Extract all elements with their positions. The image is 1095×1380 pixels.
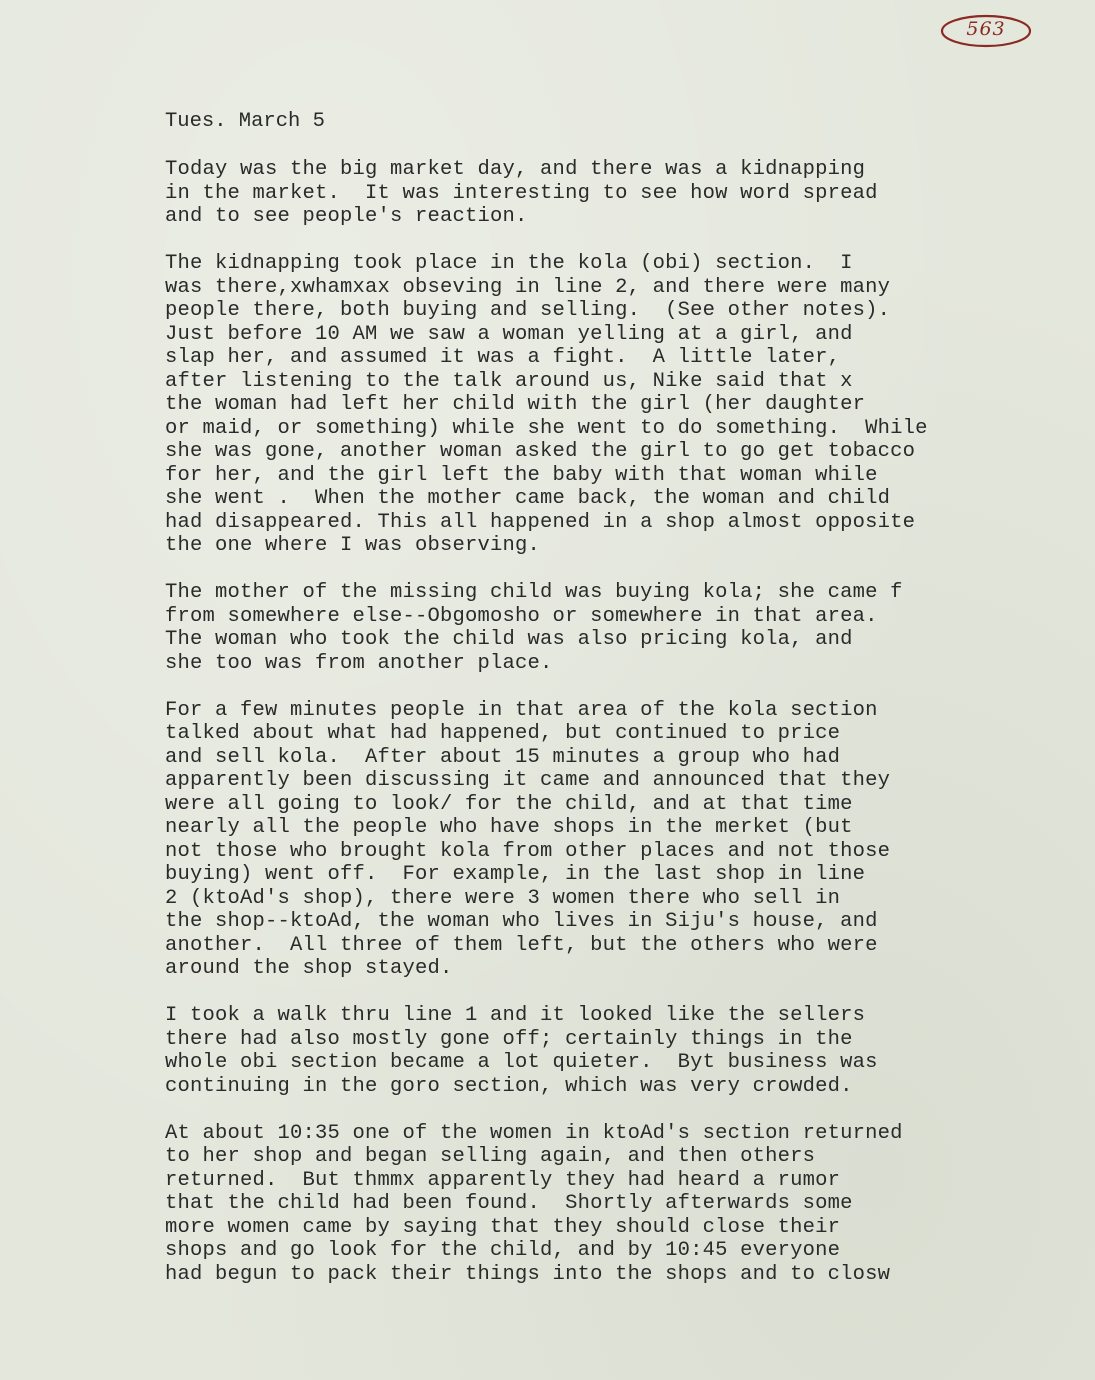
text-line: At about 10:35 one of the women in ktoAd's section returned: [165, 1121, 903, 1145]
paragraph: [165, 1004, 1065, 1098]
text-line: that the child had been found. Shortly afterwards some: [165, 1192, 853, 1215]
text-line: after listening to the talk around us, Nike said that x: [165, 369, 853, 393]
text-line: she went . When the mother came back, the woman and child: [165, 487, 891, 510]
text-line: were all going to look/ for the child, and at that time: [165, 792, 853, 816]
text-line: in the market. It was interesting to see how word spread: [165, 181, 878, 205]
text-line: For a few minutes people in that area of the kola section: [165, 698, 878, 722]
text-line: or maid, or something) while she went to do something. While: [165, 416, 928, 440]
text-line: Just before 10 AM we saw a woman yelling at a girl, and: [165, 322, 853, 346]
text-line: she was gone, another woman asked the girl to go get tobacco: [165, 440, 916, 463]
paragraph: [165, 252, 1065, 558]
text-line: nearly all the people who have shops in the merket (but: [165, 816, 853, 839]
text-line: from somewhere else--Obgomosho or somewhere in that area.: [165, 604, 878, 628]
text-line: The mother of the missing child was buying kola; she came f: [165, 581, 903, 604]
text-line: slap her, and assumed it was a fight. A little later,: [165, 346, 841, 369]
text-line: there had also mostly gone off; certainly things in the: [165, 1027, 853, 1051]
page-number-stamp: [940, 14, 1032, 48]
text-line: the woman had left her child with the girl (her daughter: [165, 393, 866, 416]
text-line: Today was the big market day, and there was a kidnapping: [165, 158, 866, 181]
paragraph: [165, 158, 1065, 229]
text-line: to her shop and began selling again, and then others: [165, 1145, 816, 1168]
text-line: The kidnapping took place in the kola (obi) section. I: [165, 252, 853, 275]
text-line: had begun to pack their things into the shops and to closw: [165, 1262, 891, 1286]
text-line: The woman who took the child was also pricing kola, and: [165, 628, 853, 651]
text-line: the one where I was observing.: [165, 534, 541, 557]
text-line: apparently been discussing it came and announced that they: [165, 769, 891, 792]
text-line: continuing in the goro section, which was very crowded.: [165, 1074, 853, 1098]
text-line: another. All three of them left, but the others who were: [165, 933, 878, 957]
text-line: was there,xwhamxax obseving in line 2, and there were many: [165, 275, 891, 299]
text-line: returned. But thmmx apparently they had heard a rumor: [165, 1168, 841, 1192]
text-line: buying) went off. For example, in the last shop in line: [165, 863, 866, 886]
paragraph: [165, 1122, 1065, 1287]
paragraph: [165, 699, 1065, 981]
text-line: and to see people's reaction.: [165, 205, 528, 228]
paragraph: [165, 581, 1065, 675]
text-line: talked about what had happened, but continued to price: [165, 722, 841, 745]
paragraph-list: [165, 158, 1065, 1286]
text-line: I took a walk thru line 1 and it looked like the sellers: [165, 1004, 866, 1027]
text-line: whole obi section became a lot quieter. Byt business was: [165, 1051, 878, 1074]
text-line: shops and go look for the child, and by 10:45 everyone: [165, 1239, 841, 1262]
text-line: more women came by saying that they should close their: [165, 1215, 841, 1239]
date-heading: Tues. March 5: [165, 110, 325, 133]
text-line: people there, both buying and selling. (See other notes).: [165, 299, 891, 322]
text-line: had disappeared. This all happened in a shop almost opposite: [165, 510, 916, 534]
text-line: not those who brought kola from other places and not those: [165, 839, 891, 863]
text-line: 2 (ktoAd's shop), there were 3 women there who sell in: [165, 886, 841, 910]
text-line: she too was from another place.: [165, 651, 553, 675]
text-line: the shop--ktoAd, the woman who lives in Siju's house, and: [165, 910, 878, 933]
text-line: and sell kola. After about 15 minutes a group who had: [165, 745, 841, 769]
text-line: for her, and the girl left the baby with that woman while: [165, 463, 878, 487]
page-number: 563: [966, 18, 1006, 40]
document-body: [165, 110, 1065, 1310]
text-line: around the shop stayed.: [165, 957, 453, 980]
